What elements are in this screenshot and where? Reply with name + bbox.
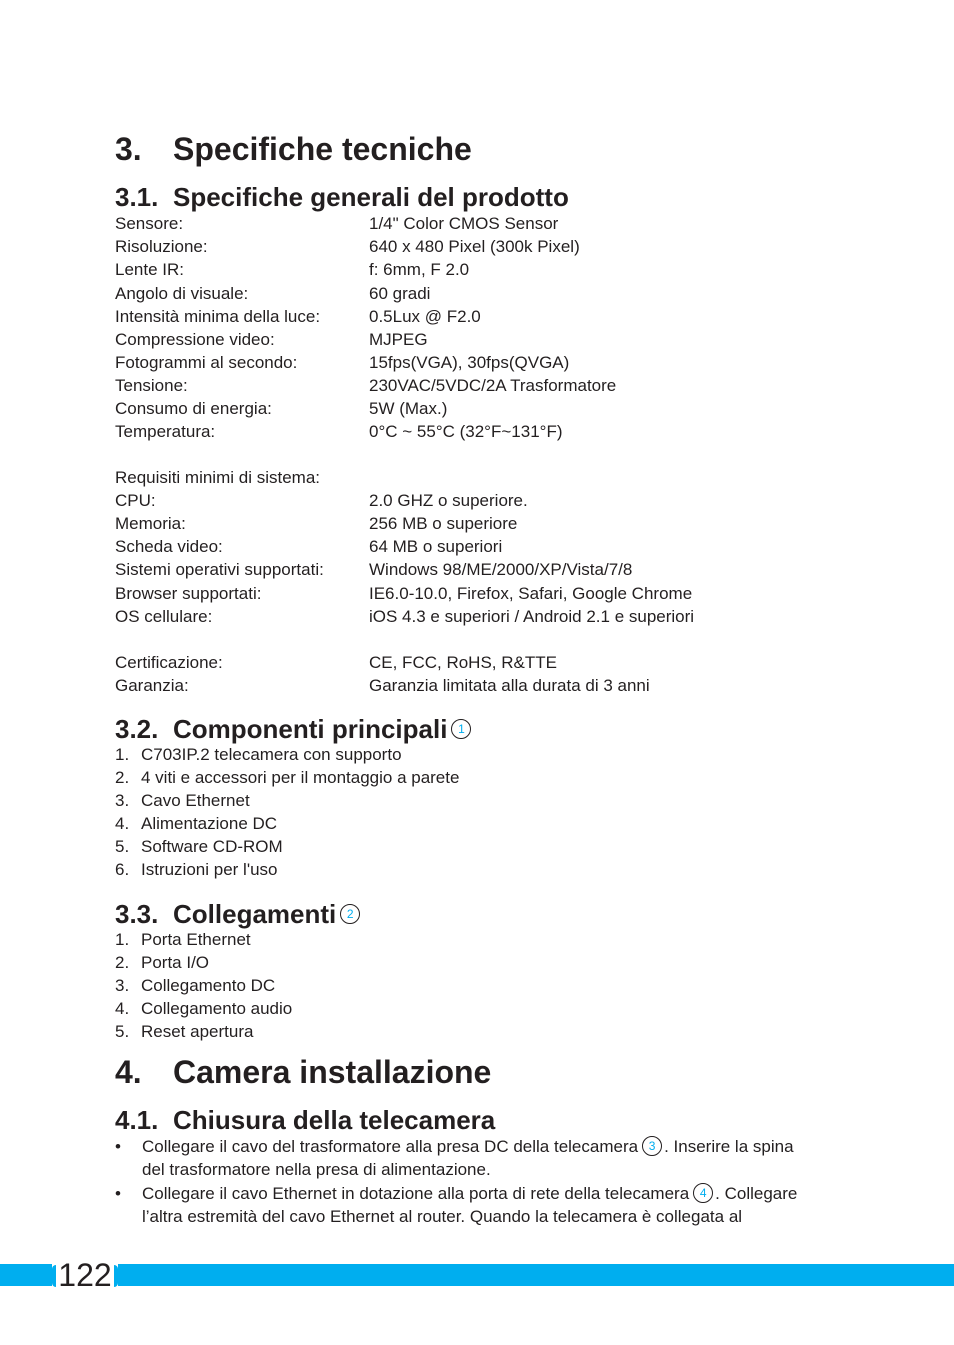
spec-label: Risoluzione: [115,237,208,256]
spec-value: IE6.0-10.0, Firefox, Safari, Google Chrome [369,584,693,603]
section-3-2-heading [115,716,471,742]
section-number: 3.2. [115,714,159,744]
section-title: Collegamenti [173,899,337,929]
spec-label: Browser supportati: [115,584,262,603]
list-text: Collegamento audio [141,999,293,1018]
list-text: Reset apertura [141,1022,254,1041]
spec-value: 640 x 480 Pixel (300k Pixel) [369,237,580,256]
spec-value: f: 6mm, F 2.0 [369,260,470,279]
spec-value: 1/4" Color CMOS Sensor [369,214,559,233]
spec-label: Lente IR: [115,260,184,279]
section-number: 3.1. [115,182,159,212]
section-title: Chiusura della telecamera [173,1105,496,1135]
spec-value: 60 gradi [369,284,431,303]
spec-label: Consumo di energia: [115,399,272,418]
list-number: 4. [115,814,130,833]
spec-value: 230VAC/5VDC/2A Trasformatore [369,376,617,395]
bullet-dot: • [115,1137,121,1156]
list-number: 4. [115,999,130,1018]
list-number: 3. [115,791,130,810]
spec-value: 15fps(VGA), 30fps(QVGA) [369,353,570,372]
spec-label: Sensore: [115,214,184,233]
list-number: 5. [115,837,130,856]
spec-label: Intensità minima della luce: [115,307,321,326]
spec-value: CE, FCC, RoHS, R&TTE [369,653,557,672]
figure-ref-badge: 2 [340,904,360,924]
spec-label: Angolo di visuale: [115,284,249,303]
bullet-line: Collegare il cavo Ethernet in dotazione alla porta di rete della telecamera [142,1184,690,1203]
spec-value: iOS 4.3 e superiori / Android 2.1 e superiori [369,607,695,626]
list-number: 6. [115,860,130,879]
spec-value: Windows 98/ME/2000/XP/Vista/7/8 [369,560,633,579]
section-3-heading [115,133,472,165]
spec-value: 64 MB o superiori [369,537,503,556]
list-number: 3. [115,976,130,995]
spec-value: MJPEG [369,330,428,349]
bullet-line: Collegare il cavo del trasformatore alla presa DC della telecamera [142,1137,639,1156]
spec-label: Tensione: [115,376,188,395]
list-number: 2. [115,953,130,972]
bullet-line: del trasformatore nella presa di alimentazione. [142,1160,491,1179]
section-number: 4. [115,1054,142,1090]
spec-value: Garanzia limitata alla durata di 3 anni [369,676,650,695]
spec-label: Certificazione: [115,653,223,672]
section-number: 3.3. [115,899,159,929]
spec-label: Temperatura: [115,422,216,441]
section-title: Specifiche generali del prodotto [173,182,569,212]
section-3-3-heading [115,901,360,927]
section-title: Specifiche tecniche [173,131,472,167]
section-3-1-heading [115,184,569,210]
spec-value: 0°C ~ 55°C (32°F~131°F) [369,422,563,441]
figure-ref-badge: 4 [693,1183,713,1203]
footer-bar [0,1264,954,1286]
list-text: Istruzioni per l'uso [141,860,278,879]
page-number: 122 [52,1259,118,1291]
list-text: C703IP.2 telecamera con supporto [141,745,402,764]
section-number: 4.1. [115,1105,159,1135]
bullet-text [142,1182,797,1228]
spec-label: Garanzia: [115,676,189,695]
list-text: Collegamento DC [141,976,276,995]
list-number: 1. [115,745,130,764]
spec-label: Scheda video: [115,537,223,556]
list-number: 2. [115,768,130,787]
spec-value: 2.0 GHZ o superiore. [369,491,528,510]
bullet-text [142,1135,794,1181]
bullet-dot: • [115,1184,121,1203]
figure-ref-badge: 3 [642,1136,662,1156]
list-text: Porta I/O [141,953,210,972]
spec-label: Sistemi operativi supportati: [115,560,324,579]
figure-ref-badge: 1 [451,719,471,739]
bullet-line: . Collegare [715,1184,798,1203]
spec-label: CPU: [115,491,156,510]
sysreq-title: Requisiti minimi di sistema: [115,468,320,487]
bullet-line: . Inserire la spina [664,1137,794,1156]
spec-label: Memoria: [115,514,186,533]
section-title: Camera installazione [173,1054,492,1090]
spec-value: 256 MB o superiore [369,514,518,533]
section-title: Componenti principali [173,714,448,744]
bullet-line: l’altra estremità del cavo Ethernet al router. Quando la telecamera è collegata al [142,1207,743,1226]
section-4-1-heading [115,1107,495,1133]
spec-label: Compressione video: [115,330,275,349]
list-number: 1. [115,930,130,949]
spec-value: 0.5Lux @ F2.0 [369,307,481,326]
section-number: 3. [115,131,142,167]
list-number: 5. [115,1022,130,1041]
list-text: Software CD-ROM [141,837,283,856]
section-4-heading [115,1056,491,1088]
spec-label: Fotogrammi al secondo: [115,353,298,372]
list-text: Porta Ethernet [141,930,251,949]
list-text: Alimentazione DC [141,814,278,833]
spec-label: OS cellulare: [115,607,213,626]
list-text: 4 viti e accessori per il montaggio a parete [141,768,460,787]
spec-value: 5W (Max.) [369,399,448,418]
list-text: Cavo Ethernet [141,791,250,810]
